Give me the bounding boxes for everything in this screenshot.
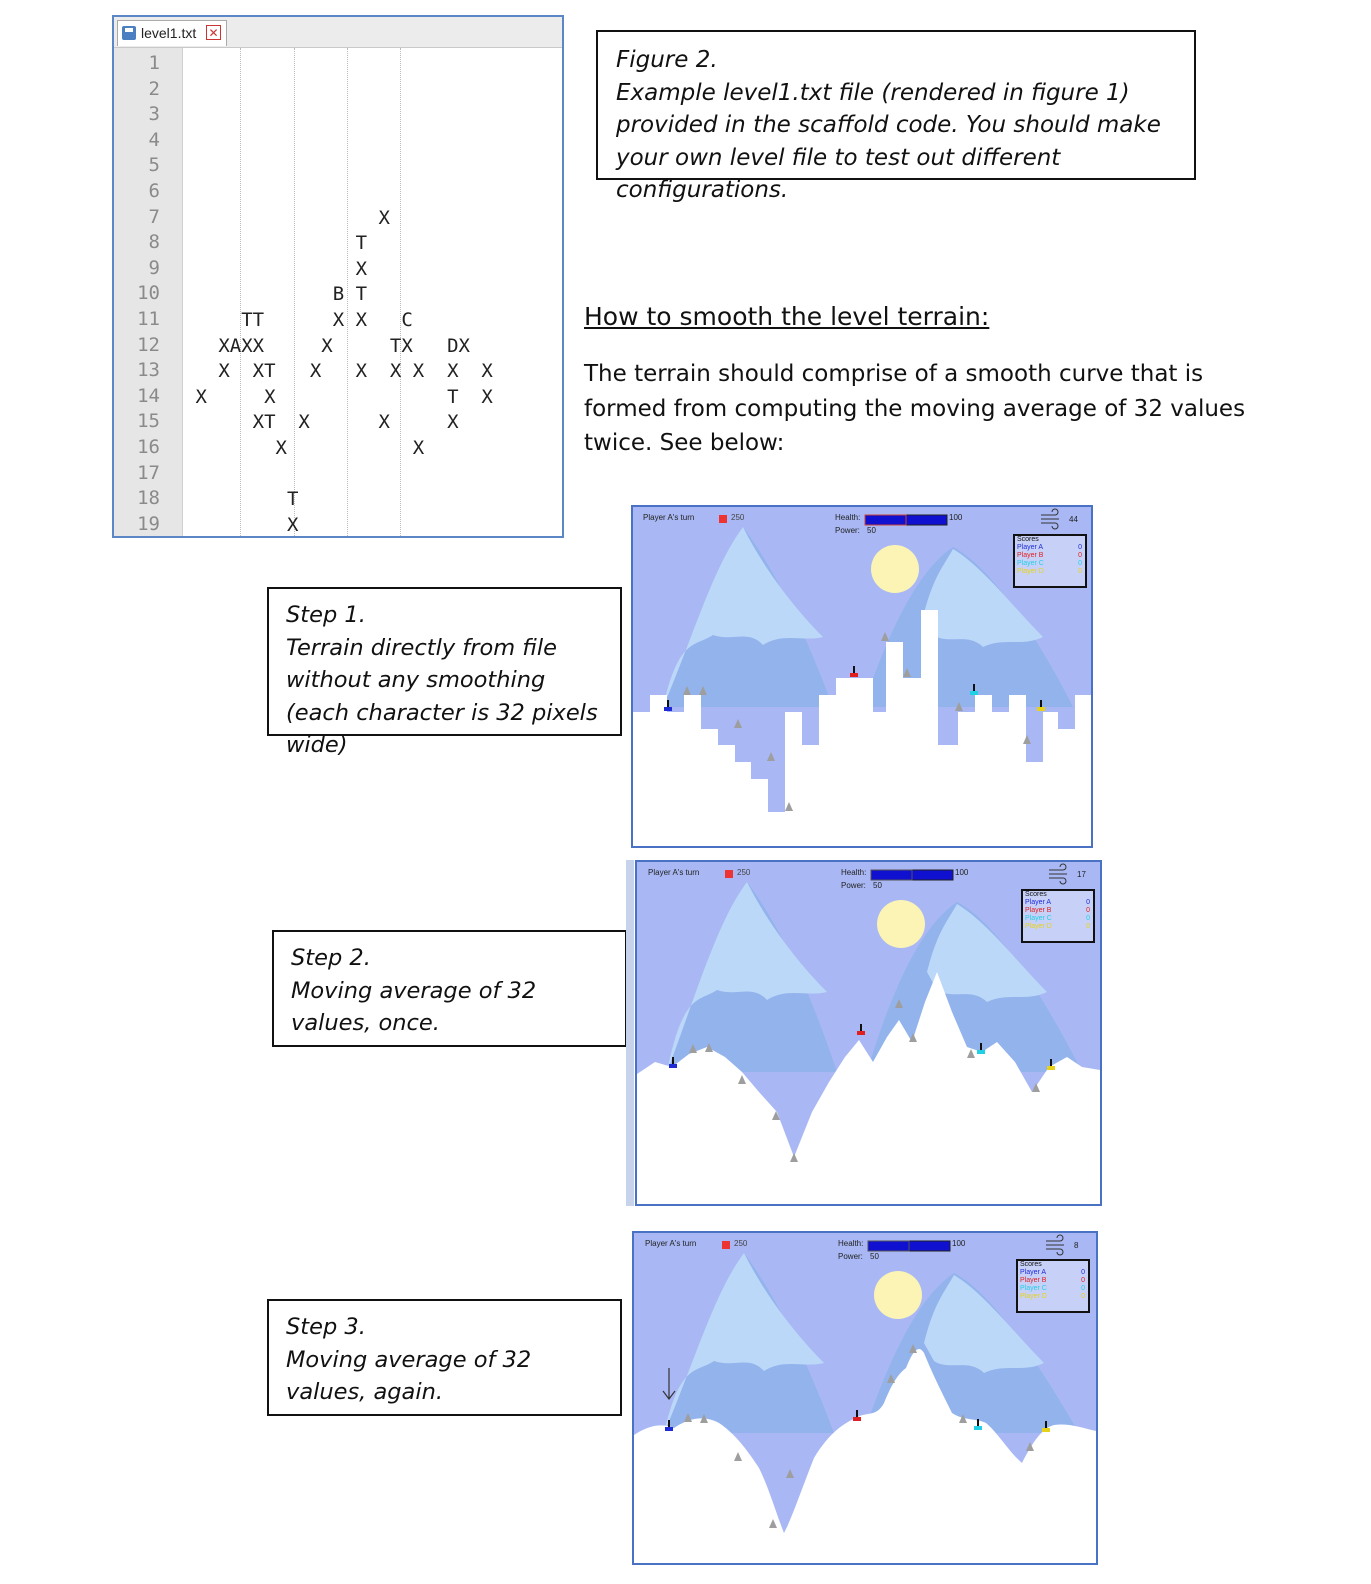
fuel-icon (722, 1241, 730, 1249)
section-paragraph: The terrain should comprise of a smooth curve that is formed from computing the moving average of 32 values twice. See below: (584, 361, 1246, 456)
code-line: XAXX X TX DX (184, 334, 470, 357)
section-heading: How to smooth the level terrain: (584, 302, 990, 331)
code-line: X X (184, 437, 425, 459)
turn-label: Player A's turn (643, 513, 695, 522)
line-number: 6 (148, 180, 160, 202)
score-row-player-b: Player B 0 (1025, 907, 1090, 914)
power-value: 50 (870, 1252, 879, 1261)
power-label: Power: (838, 1252, 863, 1261)
figure-2-text: Example level1.txt file (rendered in figure 1) provided in the scaffold code. You should make your own level file to test out different configurations. (616, 79, 1161, 203)
power-label: Power: (841, 881, 866, 890)
health-label: Health: (841, 868, 867, 877)
step-3-text: Moving average of 32 values, again. (286, 1346, 532, 1405)
step-1-text: Terrain directly from file without any smoothing (each character is 32 pixels wide) (286, 634, 598, 758)
code-line: T (184, 488, 299, 511)
line-number-gutter (114, 48, 183, 536)
wind-value: 8 (1074, 1241, 1079, 1250)
code-line: X (184, 513, 299, 536)
code-area[interactable] (184, 48, 562, 536)
line-number: 12 (137, 333, 160, 356)
save-disk-icon (122, 26, 136, 40)
game-screenshot-step-2 (635, 860, 1102, 1206)
code-line: TT X X C (184, 309, 413, 331)
fuel-value: 250 (737, 868, 751, 877)
line-number: 5 (148, 154, 160, 177)
code-line: T (184, 232, 368, 255)
power-value: 50 (873, 881, 882, 890)
text-editor-window (112, 15, 564, 538)
step-1-title: Step 1. (286, 602, 366, 628)
line-number: 10 (137, 282, 160, 305)
line-number: 13 (137, 359, 160, 382)
line-number: 2 (148, 77, 160, 100)
editor-tab-bar (114, 17, 562, 48)
scores-title: Scores (1025, 891, 1047, 898)
sun (874, 1271, 922, 1319)
health-value: 100 (949, 513, 963, 522)
code-line: X X T X (184, 385, 493, 408)
scoreboard (1013, 534, 1087, 588)
score-row-player-a: Player A 0 (1017, 544, 1082, 551)
health-value: 100 (952, 1239, 966, 1248)
indent-guide (400, 48, 401, 536)
step-2-title: Step 2. (291, 945, 371, 971)
score-row-player-c: Player C 0 (1020, 1285, 1085, 1292)
step-2-caption (272, 930, 627, 1047)
fuel-value: 250 (731, 513, 745, 522)
score-row-player-c: Player C 0 (1025, 915, 1090, 922)
sun (877, 900, 925, 948)
game-screenshot-step-3 (632, 1231, 1098, 1565)
game-screenshot-step-1 (631, 505, 1093, 848)
wind-value: 44 (1069, 515, 1078, 524)
line-number: 1 (148, 52, 160, 74)
score-row-player-a: Player A 0 (1025, 899, 1090, 906)
line-number: 18 (137, 487, 160, 510)
score-row-player-d: Player D 0 (1020, 1293, 1085, 1300)
code-line: X (184, 206, 390, 229)
line-number: 7 (148, 205, 160, 228)
score-row-player-c: Player C 0 (1017, 560, 1082, 567)
score-row-player-b: Player B 0 (1017, 552, 1082, 559)
scoreboard (1021, 889, 1095, 943)
figure-2-title: Figure 2. (616, 47, 718, 73)
file-tab[interactable] (117, 20, 227, 46)
power-label: Power: (835, 526, 860, 535)
turn-label: Player A's turn (648, 868, 700, 877)
score-row-player-d: Player D 0 (1017, 568, 1082, 575)
score-row-player-d: Player D 0 (1025, 923, 1090, 930)
step-1-caption (267, 587, 622, 758)
scores-title: Scores (1020, 1261, 1042, 1268)
code-line: X XT X X X X X X (184, 360, 493, 383)
power-value: 50 (867, 526, 876, 535)
file-tab-label: level1.txt (141, 25, 197, 41)
screenshot-edge-strip (626, 860, 634, 1206)
scores-title: Scores (1017, 536, 1039, 543)
line-number: 4 (148, 128, 160, 151)
line-number: 14 (137, 384, 160, 407)
step-3-title: Step 3. (286, 1314, 366, 1340)
line-number: 11 (137, 308, 160, 330)
fuel-icon (719, 515, 727, 523)
step-2-text: Moving average of 32 values, once. (291, 977, 537, 1036)
score-row-player-a: Player A 0 (1020, 1269, 1085, 1276)
health-label: Health: (835, 513, 861, 522)
turn-label: Player A's turn (645, 1239, 697, 1248)
line-number: 9 (148, 256, 160, 279)
health-label: Health: (838, 1239, 864, 1248)
close-tab-icon[interactable]: ✕ (206, 25, 221, 40)
fuel-value: 250 (734, 1239, 748, 1248)
figure-2-caption (596, 30, 1196, 203)
scoreboard (1016, 1259, 1090, 1313)
line-number: 16 (137, 436, 160, 458)
score-row-player-b: Player B 0 (1020, 1277, 1085, 1284)
health-value: 100 (955, 868, 969, 877)
line-number: 8 (148, 231, 160, 254)
code-line: XT X X X (184, 411, 459, 434)
line-number: 19 (137, 512, 160, 535)
wind-value: 17 (1077, 870, 1086, 879)
line-number: 3 (148, 103, 160, 126)
step-3-caption (267, 1299, 622, 1416)
fuel-icon (725, 870, 733, 878)
line-number: 17 (137, 461, 160, 484)
code-line: B T (184, 283, 368, 306)
sun (871, 545, 919, 593)
code-line: X (184, 257, 368, 280)
line-number: 15 (137, 410, 160, 433)
